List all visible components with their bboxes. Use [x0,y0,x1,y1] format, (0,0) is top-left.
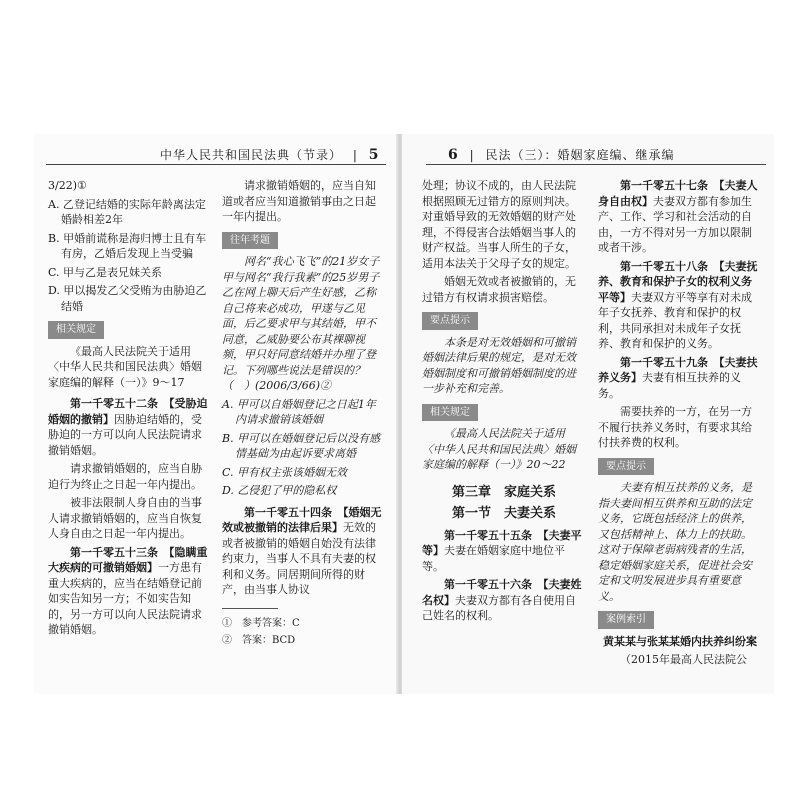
option-d: D. 甲以揭发乙父受贿为由胁迫乙结婚 [48,284,207,313]
right-column-2 [598,178,762,671]
right-header [448,146,674,163]
left-column-1 [48,178,208,641]
damages-text: 婚姻无效或者被撤销的，无过错方有权请求损害赔偿。 [422,275,576,304]
revocation-period-text: 请求撤销婚姻的，应当自知道或者应当知道撤销事由之日起一年内提出。 [222,179,376,223]
article-1055-text: 夫妻在婚姻家庭中地位平等。 [422,544,565,573]
option-a: A. 乙登记结婚的实际年龄离法定婚龄相差2年 [48,197,206,226]
article-1053-text: 一方患有重大疾病的，应当在结婚登记前如实告知另一方；不如实告知的，另一方可以向人民法院请求撤销婚姻。 [48,561,202,636]
article-1057 [598,178,762,256]
option-b: B. 甲婚前谎称是海归博士且有车有房，乙婚后发现上当受骗 [48,231,207,260]
left-header [160,146,379,163]
article-1059 [598,355,762,402]
exam-option-b: B. 甲可以在婚姻登记后以没有感情基础为由起诉要求离婚 [222,431,381,460]
key-points-text: 本条是对无效婚姻和可撤销婚姻法律后果的规定，是对无效婚姻制度和可撤销婚姻制度的进一步补充和完善。 [422,335,576,395]
article-1052-para-2: 请求撤销婚姻的，应当自胁迫行为终止之日起一年内提出。 [48,462,202,491]
article-1055 [422,528,586,575]
article-1054 [222,505,386,598]
right-header-separator: | [469,148,475,162]
article-1055-title: 第一千零五十五条 【夫妻平等】 [422,528,582,557]
right-page-number: 6 [448,147,459,163]
chapter-title: 第三章 家庭关系 [451,484,556,500]
article-1052-para-3: 被非法限制人身自由的当事人请求撤销婚姻的，应当自恢复人身自由之日起一年内提出。 [48,496,202,540]
article-1057-title: 第一千零五十七条 【夫妻人身自由权】 [598,179,758,208]
article-1056-text: 夫妻双方都有各自使用自己姓名的权利。 [422,593,576,622]
footnote-rule [222,608,278,609]
right-header-title: 民法（三）：婚姻家庭编、继承编 [485,148,675,162]
case-title: 黄某某与张某某婚内扶养纠纷案 [603,634,757,648]
article-1058 [598,259,762,352]
article-1054-title: 第一千零五十四条 【婚姻无效或被撤销的法律后果】 [222,505,382,534]
related-rules-text: 《最高人民法院关于适用〈中华人民共和国民法典〉婚姻家庭编的解释（一）》20～22 [422,427,576,471]
exam-option-d: D. 乙侵犯了甲的隐私权 [222,484,337,497]
article-1059-text: 夫妻有相互扶养的义务。 [598,371,741,400]
article-1056-title: 第一千零五十六条 【夫妻姓名权】 [422,578,582,607]
past-exam-tag: 往年考题 [222,232,278,250]
right-page [402,134,774,694]
article-1059-title: 第一千零五十九条 【夫妻扶养义务】 [598,355,758,384]
question-continuation: 3/22)① [48,179,87,192]
article-1058-title: 第一千零五十八条 【夫妻抚养、教育和保护子女的权利义务平等】 [598,259,758,304]
exam-question: 网名“我心飞飞”的21岁女子甲与网名“我行我素”的25岁男子乙在网上聊天后产生好感，乙称自己将来必成功，甲遂与乙见面，后乙要求甲与其结婚，甲不同意，乙威胁要公布其裸聊视频，甲只好同意结婚并办理了登记。下列哪些说法是错误的？（ ）(2006/3/66)② [222,255,380,392]
key-points-text: 夫妻有相互扶养的义务，是指夫妻间相互供养和互助的法定义务，它既包括经济上的供养，又包括精神上、体力上的扶助。这对于保障老弱病残者的生活，稳定婚姻家庭关系，促进社会安定和文明发展进步具有重要意义。 [598,481,752,603]
exam-option-c: C. 甲有权主张该婚姻无效 [222,465,348,479]
article-1054-continued: 处理；协议不成的，由人民法院根据照顾无过错方的原则判决。对重婚导致的无效婚姻的财产处理，不得侵害合法婚姻当事人的财产权益。当事人所生的子女，适用本法关于父母子女的规定。 [422,179,576,270]
key-points-tag: 要点提示 [422,312,478,330]
article-1052 [48,396,208,458]
article-1054-text: 无效的或者被撤销的婚姻自始没有法律约束力，当事人不具有夫妻的权利和义务。同居期间所得的财产，由当事人协议 [222,521,376,596]
section-title: 第一节 夫妻关系 [451,506,556,521]
related-rules-tag: 相关规定 [48,321,104,339]
case-index-tag: 案例索引 [598,611,654,629]
left-page [34,134,398,694]
article-1053 [48,545,208,638]
right-header-rule [426,164,766,165]
article-1052-text: 因胁迫结婚的，受胁迫的一方可以向人民法院请求撤销婚姻。 [48,412,202,457]
related-rules-text: 《最高人民法院关于适用〈中华人民共和国民法典〉婚姻家庭编的解释（一）》9～17 [48,344,202,389]
right-column-1 [422,178,586,627]
option-c: C. 甲与乙是表兄妹关系 [48,265,163,279]
article-1052-title: 第一千零五十二条 【受胁迫婚姻的撤销】 [48,397,208,426]
article-1053-title: 第一千零五十三条 【隐瞒重大疾病的可撤销婚姻】 [48,545,208,574]
article-1058-text: 夫妻双方平等享有对未成年子女抚养、教育和保护的权利，共同承担对未成年子女抚养、教育和保护的义务。 [598,290,752,350]
left-column-2 [222,178,386,651]
key-points-tag: 要点提示 [598,458,654,476]
left-header-rule [46,164,386,165]
left-header-separator: | [352,148,358,162]
exam-option-a: A. 甲可以自婚姻登记之日起1年内请求撤销该婚姻 [222,397,376,426]
footnote-2: ② 答案：BCD [222,634,296,646]
article-1057-text: 夫妻双方都有参加生产、工作、学习和社会活动的自由，一方不得对另一方加以限制或者干涉。 [598,194,752,254]
article-1059-para-2: 需要扶养的一方，在另一方不履行扶养义务时，有要求其给付扶养费的权利。 [598,405,752,449]
left-page-number: 5 [368,147,380,163]
left-header-title: 中华人民共和国民法典（节录） [160,148,343,162]
related-rules-tag: 相关规定 [422,404,478,422]
case-citation: （2015年最高人民法院公 [620,653,747,666]
article-1056 [422,577,586,624]
footnote-1: ① 参考答案：C [222,617,300,629]
